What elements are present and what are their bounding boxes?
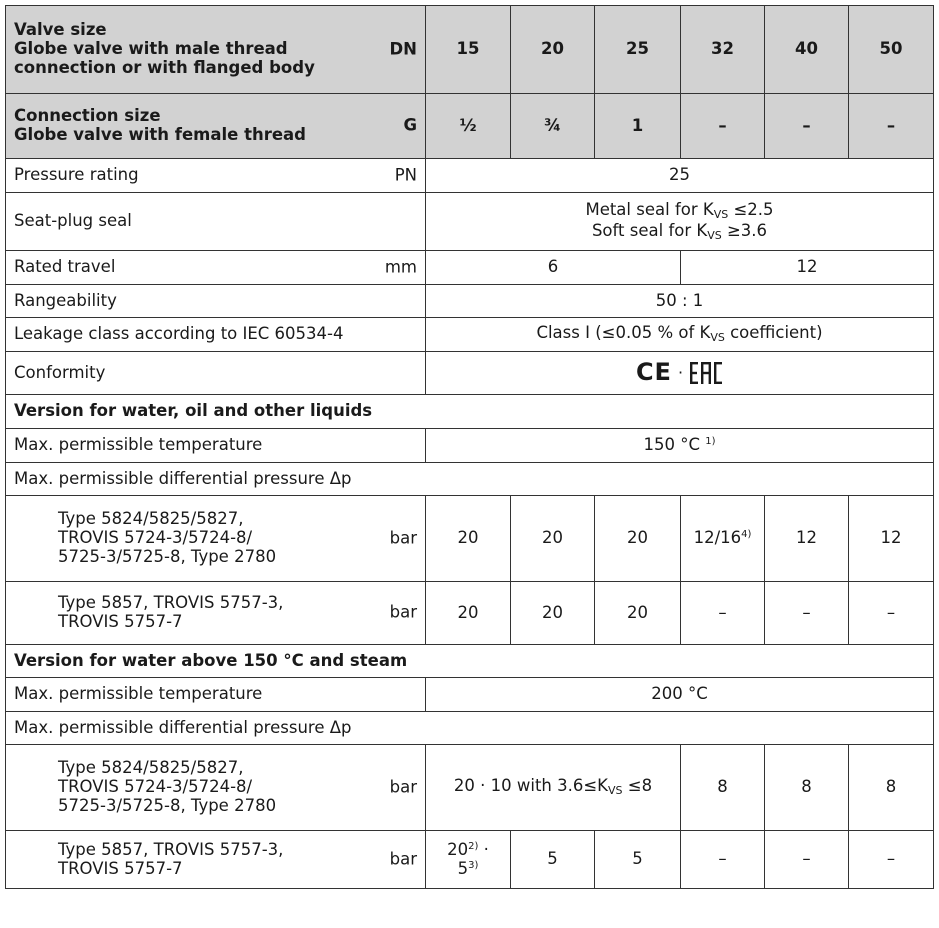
dp-value: 12 xyxy=(765,496,849,582)
steam-max-temp-label: Max. permissible temperature xyxy=(6,678,426,712)
bar-unit: bar xyxy=(389,602,417,622)
g-value: – xyxy=(849,94,934,159)
dp-value: – xyxy=(849,831,934,889)
water-dp-row xyxy=(6,463,934,496)
valve-size-line-1: Valve size xyxy=(14,20,107,40)
mm-unit: mm xyxy=(384,257,417,277)
steam-type-5857-row xyxy=(6,831,934,889)
dp-value: 20 xyxy=(426,496,511,582)
conformity-marks xyxy=(426,352,934,395)
dp-value: 20 xyxy=(426,582,511,645)
span-text: 20 · 10 with 3.6≤K xyxy=(453,776,608,796)
connection-line-2: Globe valve with female thread xyxy=(14,125,306,144)
dp-value: 8 xyxy=(765,745,849,831)
type-line-2: TROVIS 5757-7 xyxy=(58,858,183,878)
dp-value: 20 xyxy=(511,582,595,645)
type-line-2: TROVIS 5724-3/5724-8/ xyxy=(58,777,253,797)
water-section-row xyxy=(6,395,934,429)
bar-unit: bar xyxy=(389,528,417,548)
water-section-title: Version for water, oil and other liquids xyxy=(6,395,934,429)
seat-plug-seal-row xyxy=(6,193,934,251)
water-type-5857-label xyxy=(6,582,426,645)
dp-value: 12 xyxy=(849,496,934,582)
bar-unit: bar xyxy=(389,849,417,869)
steam-type-5857-label xyxy=(6,831,426,889)
dp-value: – xyxy=(765,582,849,645)
dp-value-line-1 xyxy=(434,841,502,860)
water-type-5857-row xyxy=(6,582,934,645)
metal-seal-line xyxy=(434,201,925,222)
valve-size-label xyxy=(6,6,426,94)
steam-dp-label: Max. permissible differential pressure Δp xyxy=(6,712,934,745)
rated-travel-label xyxy=(6,251,426,285)
g-value: ½ xyxy=(426,94,511,159)
dp-value-b: 5 xyxy=(457,858,469,878)
dp-value: – xyxy=(681,831,765,889)
footnote-1: 1) xyxy=(705,436,716,448)
g-value: – xyxy=(681,94,765,159)
valve-size-line-3: connection or with flanged body xyxy=(14,57,315,77)
water-max-temp-row xyxy=(6,429,934,463)
dp-value: – xyxy=(765,831,849,889)
pressure-rating-value: 25 xyxy=(426,159,934,193)
steam-type-5824-row xyxy=(6,745,934,831)
type-line-2: TROVIS 5724-3/5724-8/ xyxy=(58,528,253,548)
dp-value-text: 12/16 xyxy=(693,528,742,548)
conformity-row xyxy=(6,352,934,395)
metal-seal-text: Metal seal for K xyxy=(585,199,714,219)
type-line-2: TROVIS 5757-7 xyxy=(58,612,183,631)
dp-value: – xyxy=(849,582,934,645)
dp-value: – xyxy=(681,582,765,645)
pressure-rating-row xyxy=(6,159,934,193)
pressure-rating-label xyxy=(6,159,426,193)
type-line-3: 5725-3/5725-8, Type 2780 xyxy=(58,795,277,815)
water-type-5824-label xyxy=(6,496,426,582)
kvs-subscript: VS xyxy=(707,228,722,242)
valve-size-header-row xyxy=(6,6,934,94)
g-unit: G xyxy=(403,115,417,135)
rated-travel-text: Rated travel xyxy=(14,257,116,277)
steam-section-row xyxy=(6,645,934,678)
span-limit: ≤8 xyxy=(622,776,653,796)
dp-value: 5 xyxy=(595,831,681,889)
leakage-row xyxy=(6,318,934,352)
dn-value: 32 xyxy=(681,6,765,94)
leakage-value xyxy=(426,318,934,352)
connection-line-1: Connection size xyxy=(14,106,161,126)
value-separator: · xyxy=(478,839,489,859)
dn-unit: DN xyxy=(389,39,417,59)
steam-type-5824-label xyxy=(6,745,426,831)
kvs-subscript: VS xyxy=(713,207,729,221)
footnote-2: 2) xyxy=(468,840,479,852)
kvs-subscript: VS xyxy=(710,331,725,345)
dp-value: 8 xyxy=(849,745,934,831)
pressure-rating-text: Pressure rating xyxy=(14,165,139,185)
dp-value: 8 xyxy=(681,745,765,831)
rated-travel-large: 12 xyxy=(681,251,934,285)
bar-unit: bar xyxy=(389,777,417,797)
dn-value: 15 xyxy=(426,6,511,94)
soft-seal-text: Soft seal for K xyxy=(591,220,708,240)
steam-dp-row xyxy=(6,712,934,745)
dp-value-a: 20 xyxy=(447,839,469,859)
g-value: 1 xyxy=(595,94,681,159)
pn-unit: PN xyxy=(394,165,417,185)
dp-value-dn15 xyxy=(426,831,511,889)
leakage-label: Leakage class according to IEC 60534-4 xyxy=(6,318,426,352)
g-value: – xyxy=(765,94,849,159)
mark-separator: · xyxy=(677,362,684,382)
rangeability-value: 50 : 1 xyxy=(426,285,934,318)
kvs-subscript: VS xyxy=(608,784,623,798)
rated-travel-small: 6 xyxy=(426,251,681,285)
valve-size-line-2: Globe valve with male thread xyxy=(14,39,288,59)
water-dp-label: Max. permissible differential pressure Δp xyxy=(6,463,934,496)
eac-mark-logo xyxy=(689,360,723,386)
dp-value: 20 xyxy=(595,582,681,645)
connection-size-label xyxy=(6,94,426,159)
water-max-temp-text: 150 °C xyxy=(643,435,700,455)
conformity-label: Conformity xyxy=(6,352,426,395)
soft-seal-line xyxy=(434,222,925,243)
seat-plug-seal-value xyxy=(426,193,934,251)
seat-plug-seal-label: Seat-plug seal xyxy=(6,193,426,251)
steam-max-temp-value: 200 °C xyxy=(426,678,934,712)
dp-value-dn32 xyxy=(681,496,765,582)
steam-section-title: Version for water above 150 °C and steam xyxy=(6,645,934,678)
rangeability-row xyxy=(6,285,934,318)
valve-spec-table xyxy=(5,5,934,889)
dp-value: 5 xyxy=(511,831,595,889)
type-line-1: Type 5824/5825/5827, xyxy=(58,758,244,778)
dp-value: 20 xyxy=(595,496,681,582)
type-line-1: Type 5857, TROVIS 5757-3, xyxy=(58,593,284,613)
ce-mark-logo: CE xyxy=(635,358,672,387)
rangeability-label: Rangeability xyxy=(6,285,426,318)
dp-value: 20 xyxy=(511,496,595,582)
steam-max-temp-row xyxy=(6,678,934,712)
rated-travel-row xyxy=(6,251,934,285)
footnote-4: 4) xyxy=(741,529,752,541)
water-type-5824-row xyxy=(6,496,934,582)
dn-value: 40 xyxy=(765,6,849,94)
type-line-3: 5725-3/5725-8, Type 2780 xyxy=(58,546,277,566)
water-max-temp-label: Max. permissible temperature xyxy=(6,429,426,463)
footnote-3: 3) xyxy=(468,859,479,871)
water-max-temp-value xyxy=(426,429,934,463)
connection-size-header-row xyxy=(6,94,934,159)
leakage-suffix: coefficient) xyxy=(724,323,823,343)
dn-value: 25 xyxy=(595,6,681,94)
type-line-1: Type 5857, TROVIS 5757-3, xyxy=(58,839,284,859)
dp-value-line-2 xyxy=(434,860,502,879)
dn-value: 50 xyxy=(849,6,934,94)
type-line-1: Type 5824/5825/5827, xyxy=(58,509,244,529)
dn-value: 20 xyxy=(511,6,595,94)
soft-seal-limit: ≥3.6 xyxy=(721,220,768,240)
steam-dp-span-value xyxy=(426,745,681,831)
leakage-text: Class I (≤0.05 % of K xyxy=(536,323,711,343)
metal-seal-limit: ≤2.5 xyxy=(728,199,774,219)
g-value: ¾ xyxy=(511,94,595,159)
